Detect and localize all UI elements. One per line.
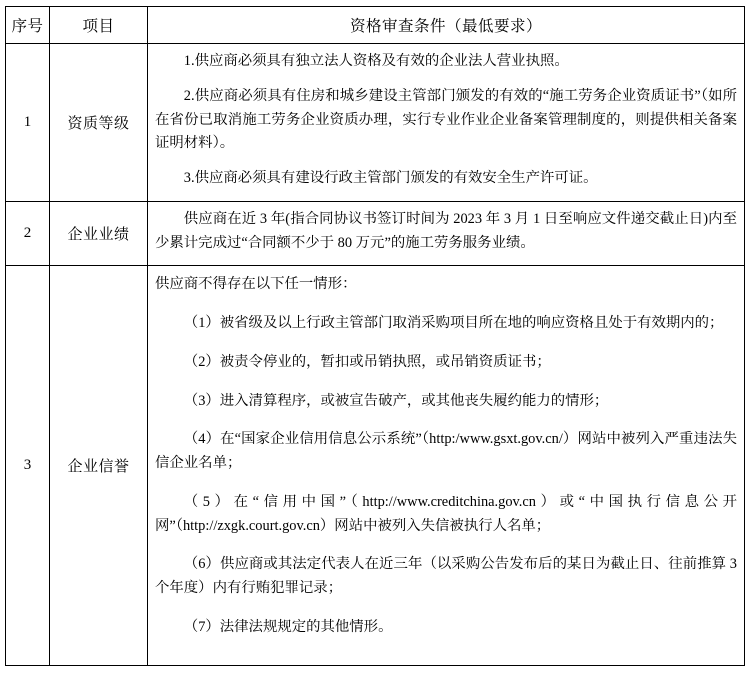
column-header-condition: 资格审查条件（最低要求） xyxy=(148,7,745,44)
table-header-row xyxy=(6,7,745,44)
condition-paragraph: （4）在“国家企业信用信息公示系统”（http:/www.gsxt.gov.cn/）网站中被列入严重违法失信企业名单； xyxy=(155,431,737,472)
table-row xyxy=(6,266,745,665)
row-item-name: 企业信誉 xyxy=(50,266,148,665)
column-header-no: 序号 xyxy=(6,7,50,44)
table-row xyxy=(6,44,745,202)
condition-paragraph: 1.供应商必须具有独立法人资格及有效的企业法人营业执照。 xyxy=(183,53,569,69)
condition-paragraph: （7）法律法规规定的其他情形。 xyxy=(183,619,393,636)
condition-paragraph: （1）被省级及以上行政主管部门取消采购项目所在地的响应资格且处于有效期内的； xyxy=(183,315,724,332)
row-condition-cell xyxy=(148,201,745,266)
row-item-name: 资质等级 xyxy=(50,44,148,202)
row-number: 1 xyxy=(6,44,50,202)
row-condition-cell xyxy=(148,44,745,202)
condition-paragraph: （5）在“信用中国”（http://www.creditchina.gov.cn）或“中国执行信息公开网”（http://zxgk.court.gov.cn）网站中被列入失信被执行人名单； xyxy=(155,493,737,534)
row-condition-cell xyxy=(148,266,745,665)
condition-paragraph: （6）供应商或其法定代表人在近三年（以采购公告发布后的某日为截止日、往前推算 3 个年度）内有行贿犯罪记录； xyxy=(155,556,737,597)
document-page xyxy=(0,6,753,687)
column-header-item: 项目 xyxy=(50,7,148,44)
condition-paragraph: 3.供应商必须具有建设行政主管部门颁发的有效安全生产许可证。 xyxy=(183,170,598,187)
table-header xyxy=(6,7,745,44)
condition-paragraph: 供应商在近 3 年(指合同协议书签订时间为 2023 年 3 月 1 日至响应文件递交截止日)内至少累计完成过“合同额不少于 80 万元”的施工劳务服务业绩。 xyxy=(155,210,737,251)
condition-paragraph: （3）进入清算程序，或被宣告破产，或其他丧失履约能力的情形； xyxy=(183,392,609,409)
table-body xyxy=(6,44,745,666)
row-number: 2 xyxy=(6,201,50,266)
table-row xyxy=(6,201,745,266)
qualification-review-table xyxy=(5,6,745,666)
condition-paragraph: 2.供应商必须具有住房和城乡建设主管部门颁发的有效的“施工劳务企业资质证书”（如所在省份已取消施工劳务企业资质办理，实行专业作业企业备案管理制度的，则提供相关备案证明材料）。 xyxy=(155,87,737,152)
row-number: 3 xyxy=(6,266,50,665)
condition-paragraph: （2）被责令停业的，暂扣或吊销执照，或吊销资质证书； xyxy=(183,353,551,370)
row-item-name: 企业业绩 xyxy=(50,201,148,266)
condition-paragraph: 供应商不得存在以下任一情形： xyxy=(155,276,357,293)
